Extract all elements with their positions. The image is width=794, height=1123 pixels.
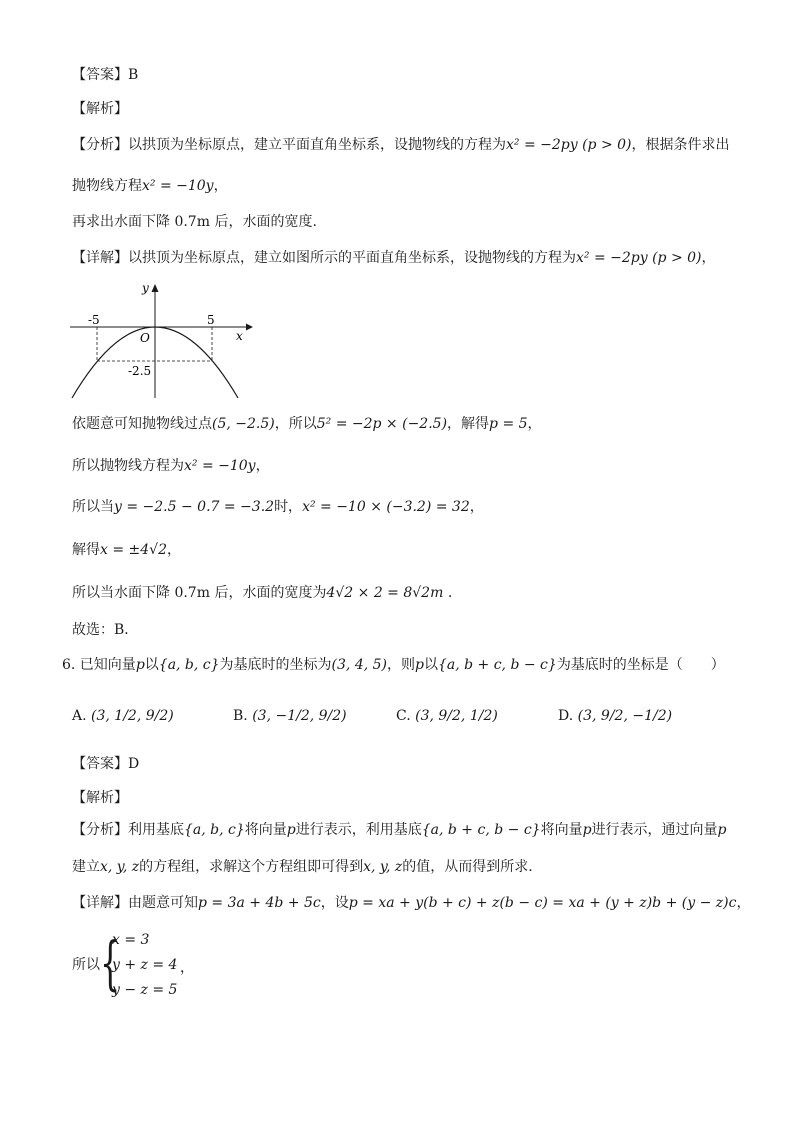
fenxi-text: 进行表示，通过向量 bbox=[591, 822, 718, 838]
parabola-general-eq: x² = −2py (p > 0) bbox=[506, 137, 632, 153]
answer-tag: 【答案】 bbox=[72, 756, 128, 772]
fenxi-text: 利用基底 bbox=[128, 822, 184, 838]
coord: (3, 4, 5) bbox=[331, 657, 387, 673]
system-eq-3: y − z = 5 bbox=[112, 982, 178, 998]
fenxi-text: 的值，从而得到所求. bbox=[402, 859, 533, 875]
stem-text: 为基底时的坐标为 bbox=[219, 657, 332, 673]
option-value: (3, 9/2, −1/2) bbox=[577, 708, 673, 724]
fenxi-text: 的方程组，求解这个方程组即可得到 bbox=[139, 859, 364, 875]
fenxi-line-2 bbox=[72, 857, 533, 877]
unknowns: x, y, z bbox=[100, 859, 140, 875]
option-label: C. bbox=[396, 708, 411, 724]
fenxi-line-2 bbox=[72, 176, 228, 196]
x-result: x = ±4√2 bbox=[100, 542, 167, 558]
step-2 bbox=[72, 456, 270, 476]
detail-line-1 bbox=[72, 893, 750, 913]
fenxi-line-1 bbox=[72, 135, 730, 155]
option-label: D. bbox=[558, 708, 574, 724]
answer-tag: 【答案】 bbox=[72, 67, 128, 83]
option-d[interactable] bbox=[558, 701, 672, 731]
answer-value: B bbox=[128, 67, 139, 83]
point: (5, −2.5) bbox=[212, 416, 275, 432]
detail-text: 由题意可知 bbox=[128, 895, 198, 911]
pos5-label: 5 bbox=[207, 313, 215, 327]
option-a[interactable] bbox=[72, 701, 174, 731]
origin-label: O bbox=[140, 331, 150, 345]
parabola-eq: x² = −10y bbox=[184, 458, 256, 474]
step-5 bbox=[72, 583, 452, 603]
x-squared-eq: x² = −10 × (−3.2) = 32 bbox=[302, 499, 470, 515]
neg5-label: -5 bbox=[88, 313, 100, 327]
detail-tag: 【详解】 bbox=[72, 250, 128, 266]
vector-p: p bbox=[135, 657, 145, 673]
detail-line-1 bbox=[72, 248, 716, 268]
step-text: 所以当水面下降 0.7m 后，水面的宽度为 bbox=[72, 585, 327, 601]
y-value-eq: y = −2.5 − 0.7 = −3.2 bbox=[114, 499, 275, 515]
substitution-eq: 5² = −2p × (−2.5) bbox=[316, 416, 448, 432]
option-value: (3, 1/2, 9/2) bbox=[91, 708, 174, 724]
vector-p: p bbox=[717, 822, 727, 838]
step-text: ， bbox=[527, 416, 542, 432]
fenxi-line-3 bbox=[72, 212, 317, 232]
system-eq-1: x = 3 bbox=[112, 932, 150, 948]
step-3 bbox=[72, 497, 484, 517]
x-axis-label: x bbox=[236, 329, 243, 343]
question-6-stem bbox=[62, 655, 725, 675]
basis-2: {a, b + c, b − c} bbox=[437, 657, 557, 673]
vector-p: p bbox=[415, 657, 424, 673]
step-text: . bbox=[443, 585, 453, 601]
detail-text: 以拱顶为坐标原点，建立如图所示的平面直角坐标系，设抛物线的方程为 bbox=[128, 250, 576, 266]
option-label: A. bbox=[72, 708, 87, 724]
left-brace: { bbox=[100, 929, 121, 997]
step-1 bbox=[72, 414, 542, 434]
fenxi-tag: 【分析】 bbox=[72, 137, 128, 153]
step-text: ，解得 bbox=[447, 416, 490, 432]
equation-system bbox=[72, 928, 272, 1003]
analysis-tag: 【解析】 bbox=[72, 790, 128, 806]
p-expansion: p = 3a + 4b + 5c bbox=[198, 895, 321, 911]
vector-p: p bbox=[286, 822, 296, 838]
system-eq-2: y + z = 4 bbox=[112, 957, 178, 973]
analysis-heading bbox=[72, 788, 128, 808]
fenxi-text: 抛物线方程 bbox=[72, 178, 142, 194]
analysis-tag: 【解析】 bbox=[72, 101, 128, 117]
system-tail: ， bbox=[180, 960, 194, 976]
fenxi-text: 进行表示，利用基底 bbox=[295, 822, 422, 838]
y-axis-label: y bbox=[142, 281, 149, 295]
option-value: (3, 9/2, 1/2) bbox=[415, 708, 498, 724]
detail-text: ， bbox=[701, 250, 716, 266]
fenxi-text: ，根据条件求出 bbox=[631, 137, 730, 153]
stem-text: 以 bbox=[423, 657, 438, 673]
option-value: (3, −1/2, 9/2) bbox=[252, 708, 347, 724]
basis-2: {a, b + c, b − c} bbox=[421, 822, 541, 838]
fenxi-line-1 bbox=[72, 820, 727, 840]
stem-text: 6. 已知向量 bbox=[62, 657, 136, 673]
answer-line bbox=[72, 754, 139, 774]
parabola-figure bbox=[70, 280, 260, 402]
fenxi-text: 以拱顶为坐标原点，建立平面直角坐标系，设抛物线的方程为 bbox=[128, 137, 506, 153]
stem-text: 为基底时的坐标是（ ） bbox=[556, 657, 725, 673]
unknowns: x, y, z bbox=[363, 859, 403, 875]
vector-p: p bbox=[582, 822, 592, 838]
system-label: 所以 bbox=[72, 957, 100, 973]
step-4 bbox=[72, 540, 181, 560]
detail-text: ， bbox=[736, 895, 751, 911]
option-c[interactable] bbox=[396, 701, 498, 731]
neg25-label: -2.5 bbox=[128, 364, 152, 378]
fenxi-tag: 【分析】 bbox=[72, 822, 128, 838]
stem-text: 以 bbox=[144, 657, 159, 673]
option-b[interactable] bbox=[233, 701, 347, 731]
fenxi-text: 再求出水面下降 0.7m 后，水面的宽度. bbox=[72, 214, 317, 230]
basis-1: {a, b, c} bbox=[184, 822, 245, 838]
fenxi-text: 将向量 bbox=[540, 822, 583, 838]
fenxi-text: ， bbox=[213, 178, 228, 194]
step-text: ，所以 bbox=[274, 416, 317, 432]
stem-text: ，则 bbox=[387, 657, 415, 673]
p-result: p = 5 bbox=[489, 416, 528, 432]
answer-value: D bbox=[128, 756, 140, 772]
detail-text: ，设 bbox=[320, 895, 349, 911]
step-text: ， bbox=[255, 458, 270, 474]
option-label: B. bbox=[233, 708, 248, 724]
detail-tag: 【详解】 bbox=[72, 895, 128, 911]
step-text: 时， bbox=[274, 499, 303, 515]
step-text: ， bbox=[167, 542, 181, 558]
basis-1: {a, b, c} bbox=[158, 657, 220, 673]
step-text: 所以抛物线方程为 bbox=[72, 458, 184, 474]
fenxi-text: 将向量 bbox=[244, 822, 287, 838]
parabola-general-eq: x² = −2py (p > 0) bbox=[576, 250, 702, 266]
fenxi-text: 建立 bbox=[72, 859, 100, 875]
step-text: 所以当 bbox=[72, 499, 114, 515]
p-new-expansion: p = xa + y(b + c) + z(b − c) = xa + (y + z)b + (y − z)c bbox=[348, 895, 737, 911]
step-text: ， bbox=[469, 499, 484, 515]
step-text: 依题意可知抛物线过点 bbox=[72, 416, 212, 432]
width-result: 4√2 × 2 = 8√2m bbox=[326, 585, 444, 601]
step-text: 解得 bbox=[72, 542, 100, 558]
conclusion bbox=[72, 620, 138, 640]
parabola-eq: x² = −10y bbox=[142, 178, 214, 194]
conclusion-text: 故选：B． bbox=[72, 622, 139, 638]
answer-line bbox=[72, 65, 138, 85]
analysis-heading bbox=[72, 99, 128, 119]
